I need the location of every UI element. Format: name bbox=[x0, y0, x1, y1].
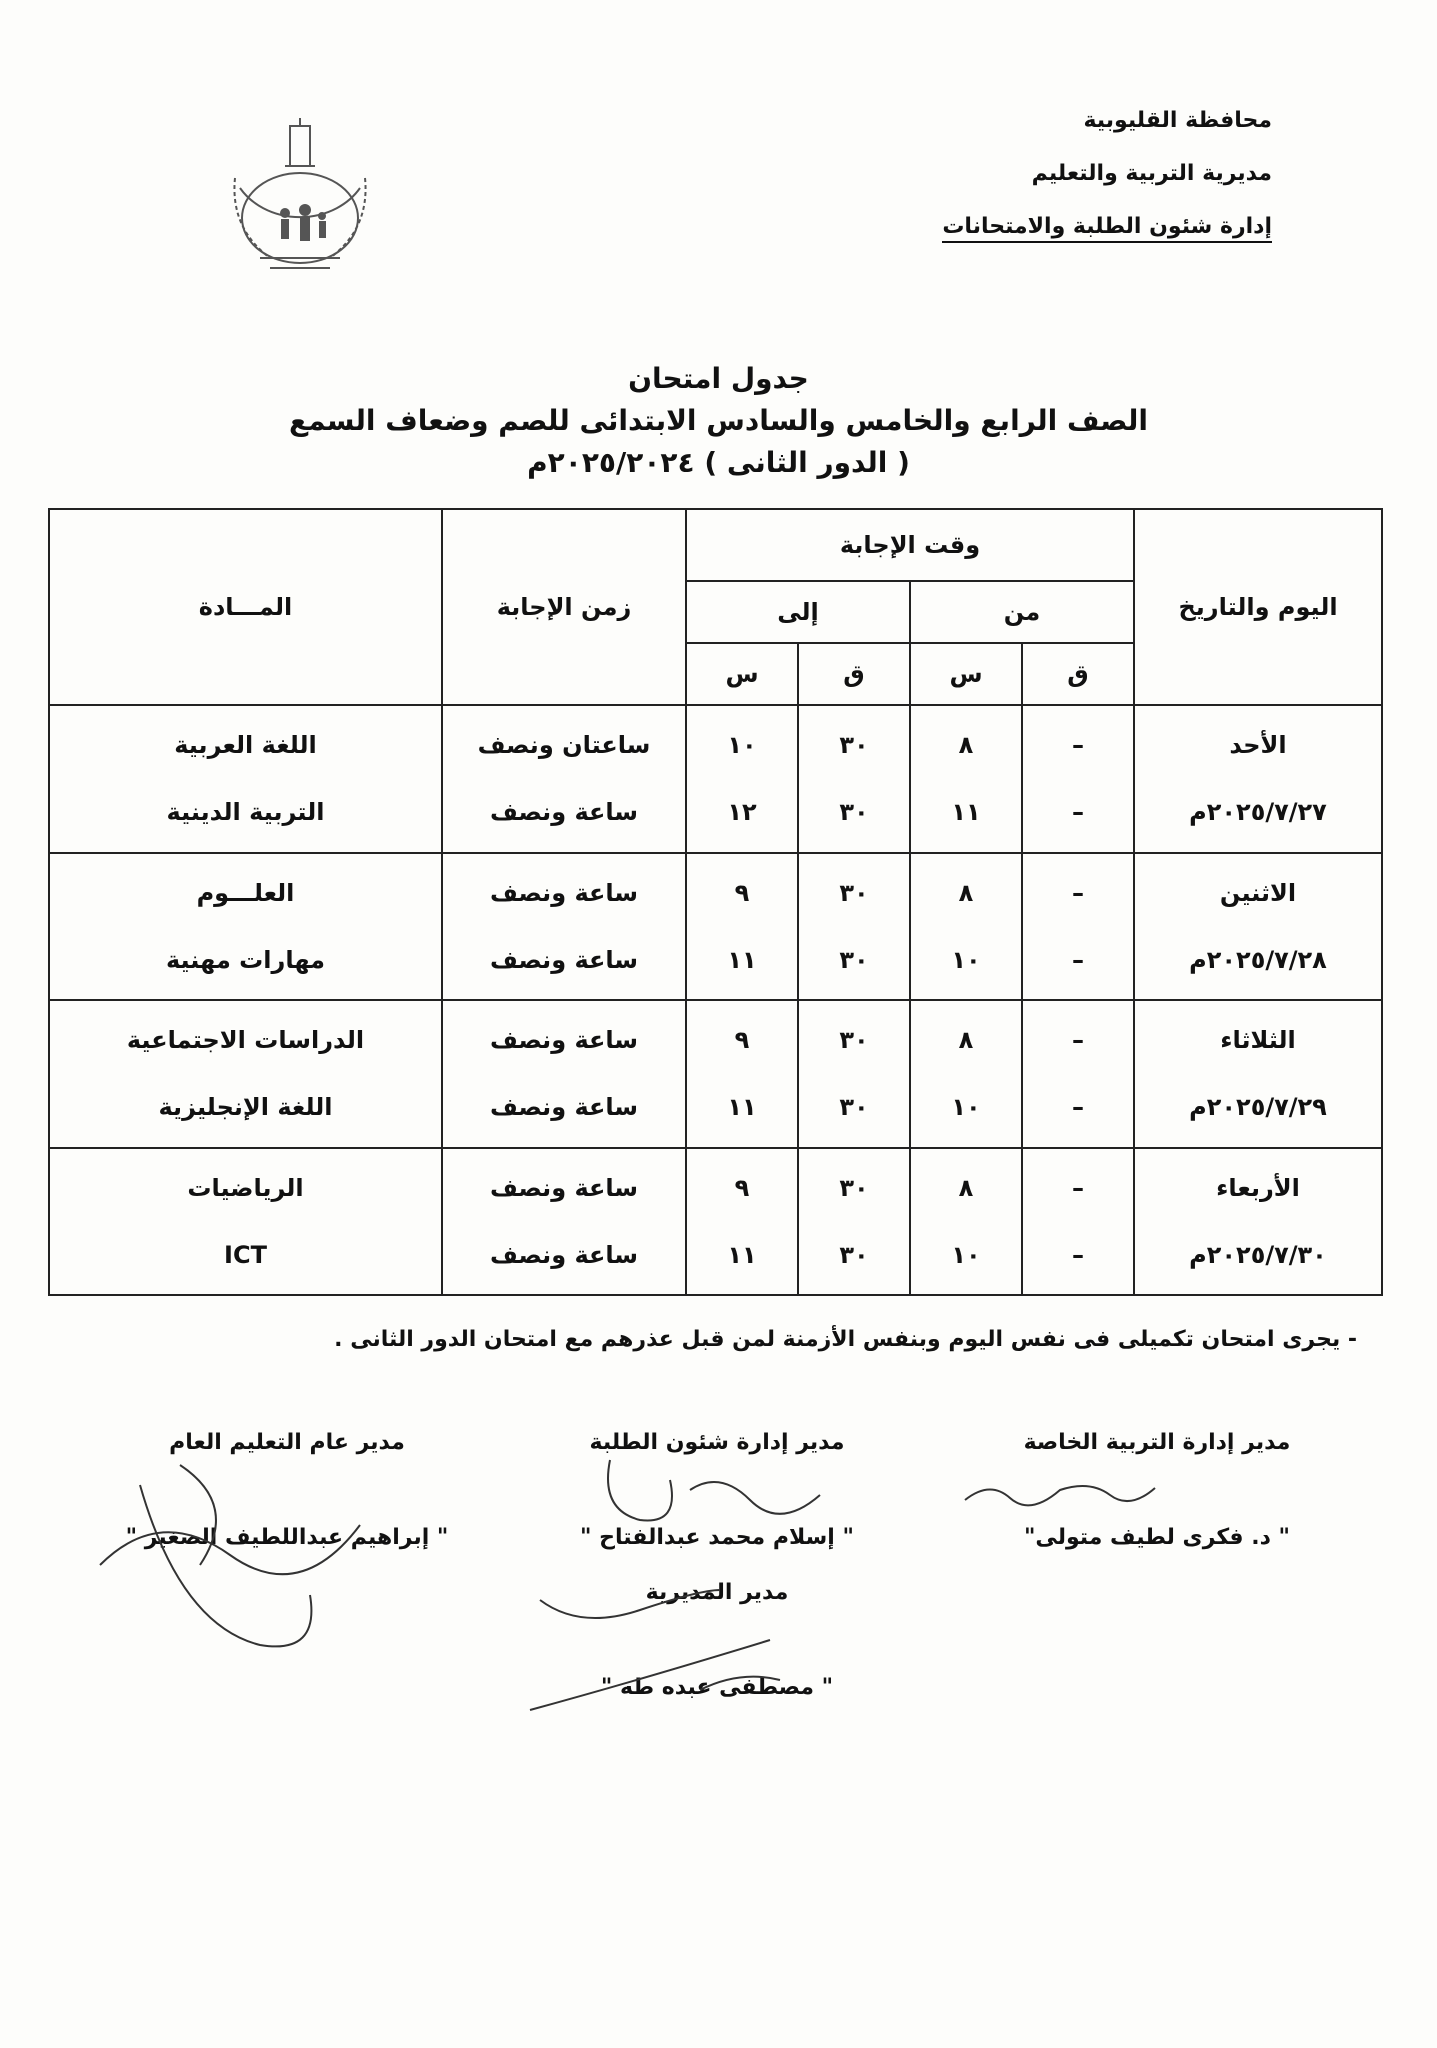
to-hour: ١١ bbox=[727, 1093, 757, 1122]
to-hour: ٩ bbox=[734, 878, 750, 907]
department-name: إدارة شئون الطلبة والامتحانات bbox=[942, 214, 1272, 243]
to-minute: ٣٠ bbox=[839, 1093, 869, 1122]
from-hour: ٨ bbox=[958, 1173, 974, 1202]
from-minute: – bbox=[1072, 1240, 1084, 1269]
governorate-name: محافظة القليوبية bbox=[1083, 108, 1272, 133]
subject: مهارات مهنية bbox=[165, 945, 326, 974]
day-name: الأحد bbox=[1229, 731, 1287, 760]
day-name: الثلاثاء bbox=[1220, 1026, 1296, 1055]
to-hour: ٩ bbox=[734, 1173, 750, 1202]
to-minute: ٣٠ bbox=[839, 1240, 869, 1269]
duration: ساعة ونصف bbox=[489, 1240, 639, 1269]
to-minute: ٣٠ bbox=[839, 731, 869, 760]
table-row bbox=[49, 1148, 1382, 1296]
to-minute: ٣٠ bbox=[839, 1026, 869, 1055]
from-minute: – bbox=[1072, 945, 1084, 974]
duration: ساعة ونصف bbox=[489, 945, 639, 974]
to-hour: ١٠ bbox=[727, 731, 757, 760]
header-day-date: اليوم والتاريخ bbox=[1134, 509, 1382, 705]
header-answer-time: وقت الإجابة bbox=[686, 509, 1134, 581]
duration: ساعة ونصف bbox=[489, 1093, 639, 1122]
exam-title: جدول امتحان bbox=[628, 362, 809, 395]
day-name: الاثنين bbox=[1219, 878, 1297, 907]
signature-name: " مصطفى عبده طه " bbox=[600, 1675, 834, 1700]
header-duration: زمن الإجابة bbox=[442, 509, 686, 705]
signature-title: مدير عام التعليم العام bbox=[169, 1430, 405, 1455]
to-hour: ١١ bbox=[727, 1240, 757, 1269]
duration: ساعة ونصف bbox=[489, 798, 639, 827]
subject: العلـــوم bbox=[196, 878, 295, 907]
from-hour: ١١ bbox=[951, 798, 981, 827]
from-minute: – bbox=[1072, 1026, 1084, 1055]
makeup-exam-note: - يجرى امتحان تكميلى فى نفس اليوم وبنفس الأزمنة لمن قبل عذرهم مع امتحان الدور الثانى . bbox=[334, 1327, 1357, 1352]
signature-name: " إسلام محمد عبدالفتاح " bbox=[580, 1525, 854, 1550]
from-minute: – bbox=[1072, 731, 1084, 760]
directorate-name: مديرية التربية والتعليم bbox=[1031, 161, 1272, 186]
from-hour: ٨ bbox=[958, 731, 974, 760]
from-hour: ٨ bbox=[958, 878, 974, 907]
exam-date: ٢٠٢٥/٧/٢٧م bbox=[1189, 798, 1327, 827]
from-hour: ٨ bbox=[958, 1026, 974, 1055]
letterhead bbox=[942, 108, 1272, 267]
header-from-minute: ق bbox=[1022, 643, 1134, 705]
signature-special-education bbox=[977, 1430, 1337, 1550]
exam-date: ٢٠٢٥/٧/٢٨م bbox=[1189, 945, 1327, 974]
signature-student-affairs bbox=[537, 1430, 897, 1550]
exam-date: ٢٠٢٥/٧/٣٠م bbox=[1189, 1240, 1327, 1269]
to-hour: ٩ bbox=[734, 1026, 750, 1055]
exam-date: ٢٠٢٥/٧/٢٩م bbox=[1189, 1093, 1327, 1122]
header-to-minute: ق bbox=[798, 643, 910, 705]
from-hour: ١٠ bbox=[951, 1093, 981, 1122]
subject: التربية الدينية bbox=[166, 798, 325, 827]
from-minute: – bbox=[1072, 798, 1084, 827]
duration: ساعتان ونصف bbox=[477, 731, 651, 760]
exam-schedule-table bbox=[48, 508, 1383, 1296]
signature-name: " د. فكرى لطيف متولى" bbox=[1023, 1525, 1291, 1550]
duration: ساعة ونصف bbox=[489, 1026, 639, 1055]
subject: الرياضيات bbox=[187, 1173, 304, 1202]
table-row bbox=[49, 705, 1382, 853]
exam-session: ( الدور الثانى ) ٢٠٢٥/٢٠٢٤م bbox=[527, 446, 910, 479]
subject: اللغة الإنجليزية bbox=[158, 1093, 333, 1122]
subject: الدراسات الاجتماعية bbox=[126, 1026, 365, 1055]
signature-general-education bbox=[97, 1430, 477, 1550]
header-from-hour: س bbox=[910, 643, 1022, 705]
to-minute: ٣٠ bbox=[839, 878, 869, 907]
header-to: إلى bbox=[686, 581, 910, 643]
subject: اللغة العربية bbox=[174, 731, 317, 760]
signature-title: مدير إدارة شئون الطلبة bbox=[589, 1430, 845, 1455]
to-minute: ٣٠ bbox=[839, 1173, 869, 1202]
exam-title-block bbox=[0, 358, 1437, 484]
table-row bbox=[49, 853, 1382, 1001]
signature-directorate bbox=[537, 1580, 897, 1700]
to-hour: ١٢ bbox=[727, 798, 757, 827]
duration: ساعة ونصف bbox=[489, 878, 639, 907]
from-hour: ١٠ bbox=[951, 945, 981, 974]
header-subject: المـــادة bbox=[49, 509, 442, 705]
duration: ساعة ونصف bbox=[489, 1173, 639, 1202]
to-hour: ١١ bbox=[727, 945, 757, 974]
table-row bbox=[49, 1000, 1382, 1148]
from-minute: – bbox=[1072, 878, 1084, 907]
header-from: من bbox=[910, 581, 1134, 643]
to-minute: ٣٠ bbox=[839, 945, 869, 974]
from-minute: – bbox=[1072, 1173, 1084, 1202]
from-hour: ١٠ bbox=[951, 1240, 981, 1269]
signature-name: " إبراهيم عبداللطيف الصغير " bbox=[125, 1525, 449, 1550]
signature-title: مدير إدارة التربية الخاصة bbox=[1023, 1430, 1291, 1455]
from-minute: – bbox=[1072, 1093, 1084, 1122]
header-to-hour: س bbox=[686, 643, 798, 705]
day-name: الأربعاء bbox=[1216, 1173, 1300, 1202]
subject: ICT bbox=[224, 1240, 267, 1269]
to-minute: ٣٠ bbox=[839, 798, 869, 827]
directorate-seal-icon bbox=[210, 118, 390, 298]
exam-grades: الصف الرابع والخامس والسادس الابتدائى للصم وضعاف السمع bbox=[288, 404, 1148, 437]
signature-title: مدير المديرية bbox=[645, 1580, 789, 1605]
